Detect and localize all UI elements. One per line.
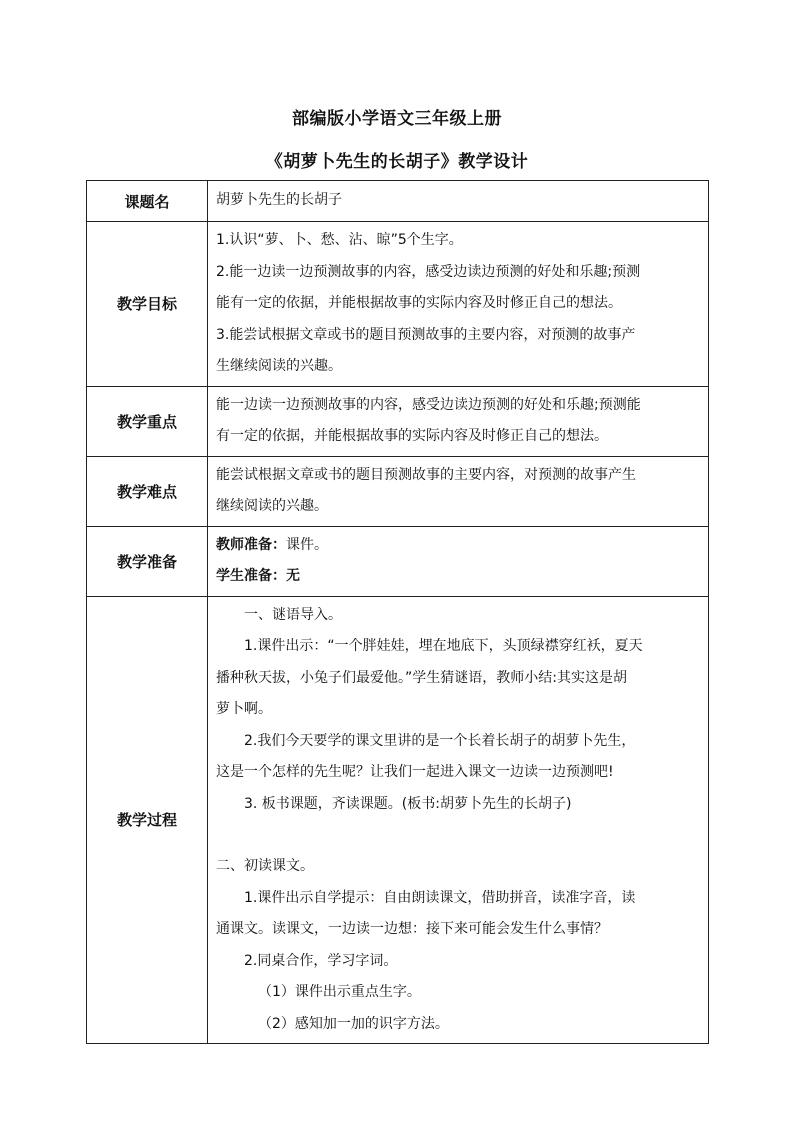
- paragraph-line: 播种秋天拔，小兔子们最爱他。”学生猜谜语，教师小结:其实这是胡: [216, 669, 627, 686]
- document-title: 部编版小学语文三年级上册: [292, 109, 502, 129]
- teacher-preparation-value: 课件。: [286, 536, 328, 553]
- student-preparation-label: 学生准备：: [216, 568, 286, 584]
- paragraph-line: 萝卜啊。: [216, 701, 272, 717]
- paragraph-line: 这是一个怎样的先生呢？让我们一起进入课文一边读一边预测吧!: [216, 764, 614, 780]
- label-preparation: 教学准备: [87, 526, 208, 596]
- value-goals: [208, 222, 709, 387]
- key-point-line: 有一定的依据，并能根据故事的实际内容及时修正自己的想法。: [216, 428, 608, 444]
- label-topic: 课题名: [87, 181, 208, 222]
- goal-line: 生继续阅读的兴趣。: [216, 358, 342, 374]
- sub-item-line: （2）感知加一加的识字方法。: [258, 1015, 449, 1032]
- lesson-plan-table: [86, 180, 709, 1044]
- row-difficulties: [87, 456, 709, 526]
- difficulty-line: 能尝试根据文章或书的题目预测故事的主要内容，对预测的故事产生: [216, 466, 636, 483]
- goal-line: 能有一定的依据，并能根据故事的实际内容及时修正自己的想法。: [216, 295, 622, 311]
- row-process: [87, 596, 709, 1044]
- goal-line: 3.能尝试根据文章或书的题目预测故事的主要内容，对预测的故事产: [216, 326, 636, 343]
- label-process: 教学过程: [87, 596, 208, 1044]
- paragraph-line: 1.课件出示自学提示：自由朗读课文，借助拼音，读准字音，读: [244, 889, 636, 906]
- teacher-preparation: [216, 530, 702, 562]
- row-preparation: [87, 526, 709, 596]
- value-key-points: [208, 386, 709, 456]
- student-preparation: [216, 561, 702, 593]
- label-goals: 教学目标: [87, 222, 208, 387]
- value-difficulties: [208, 456, 709, 526]
- paragraph-line: 通课文。读课文，一边读一边想：接下来可能会发生什么事情？: [216, 921, 608, 937]
- label-key-points: 教学重点: [87, 386, 208, 456]
- paragraph-line: 2.同桌合作，学习字词。: [244, 952, 398, 969]
- difficulty-line: 继续阅读的兴趣。: [216, 498, 328, 514]
- lesson-title: 《胡萝卜先生的长胡子》教学设计: [265, 152, 529, 172]
- student-preparation-value: 无: [286, 568, 300, 584]
- teacher-preparation-label: 教师准备：: [216, 536, 286, 553]
- paragraph-line: 1.课件出示：“一个胖娃娃，埋在地底下，头顶绿襟穿红袄，夏天: [244, 638, 643, 654]
- section-heading: 二、初读课文。: [216, 858, 314, 874]
- row-key-points: [87, 386, 709, 456]
- goal-line: 1.认识“萝、卜、愁、沾、晾”5个生字。: [216, 232, 463, 248]
- paragraph-line: 2.我们今天要学的课文里讲的是一个长着长胡子的胡萝卜先生，: [244, 732, 636, 749]
- topic-text: 胡萝卜先生的长胡子: [216, 192, 342, 209]
- sub-item-line: （1）课件出示重点生字。: [258, 984, 421, 1000]
- value-topic: [208, 181, 709, 222]
- goal-line: 2.能一边读一边预测故事的内容，感受边读边预测的好处和乐趣;预测: [216, 263, 641, 280]
- value-preparation: [208, 526, 709, 596]
- label-difficulties: 教学难点: [87, 456, 208, 526]
- paragraph-line: 3. 板书课题，齐读课题。(板书:胡萝卜先生的长胡子): [244, 795, 572, 812]
- key-point-line: 能一边读一边预测故事的内容，感受边读边预测的好处和乐趣;预测能: [216, 396, 641, 413]
- row-topic: [87, 181, 709, 222]
- value-process: [208, 596, 709, 1044]
- spacer: [216, 820, 702, 851]
- row-goals: [87, 222, 709, 387]
- section-heading: 一、谜语导入。: [244, 606, 342, 623]
